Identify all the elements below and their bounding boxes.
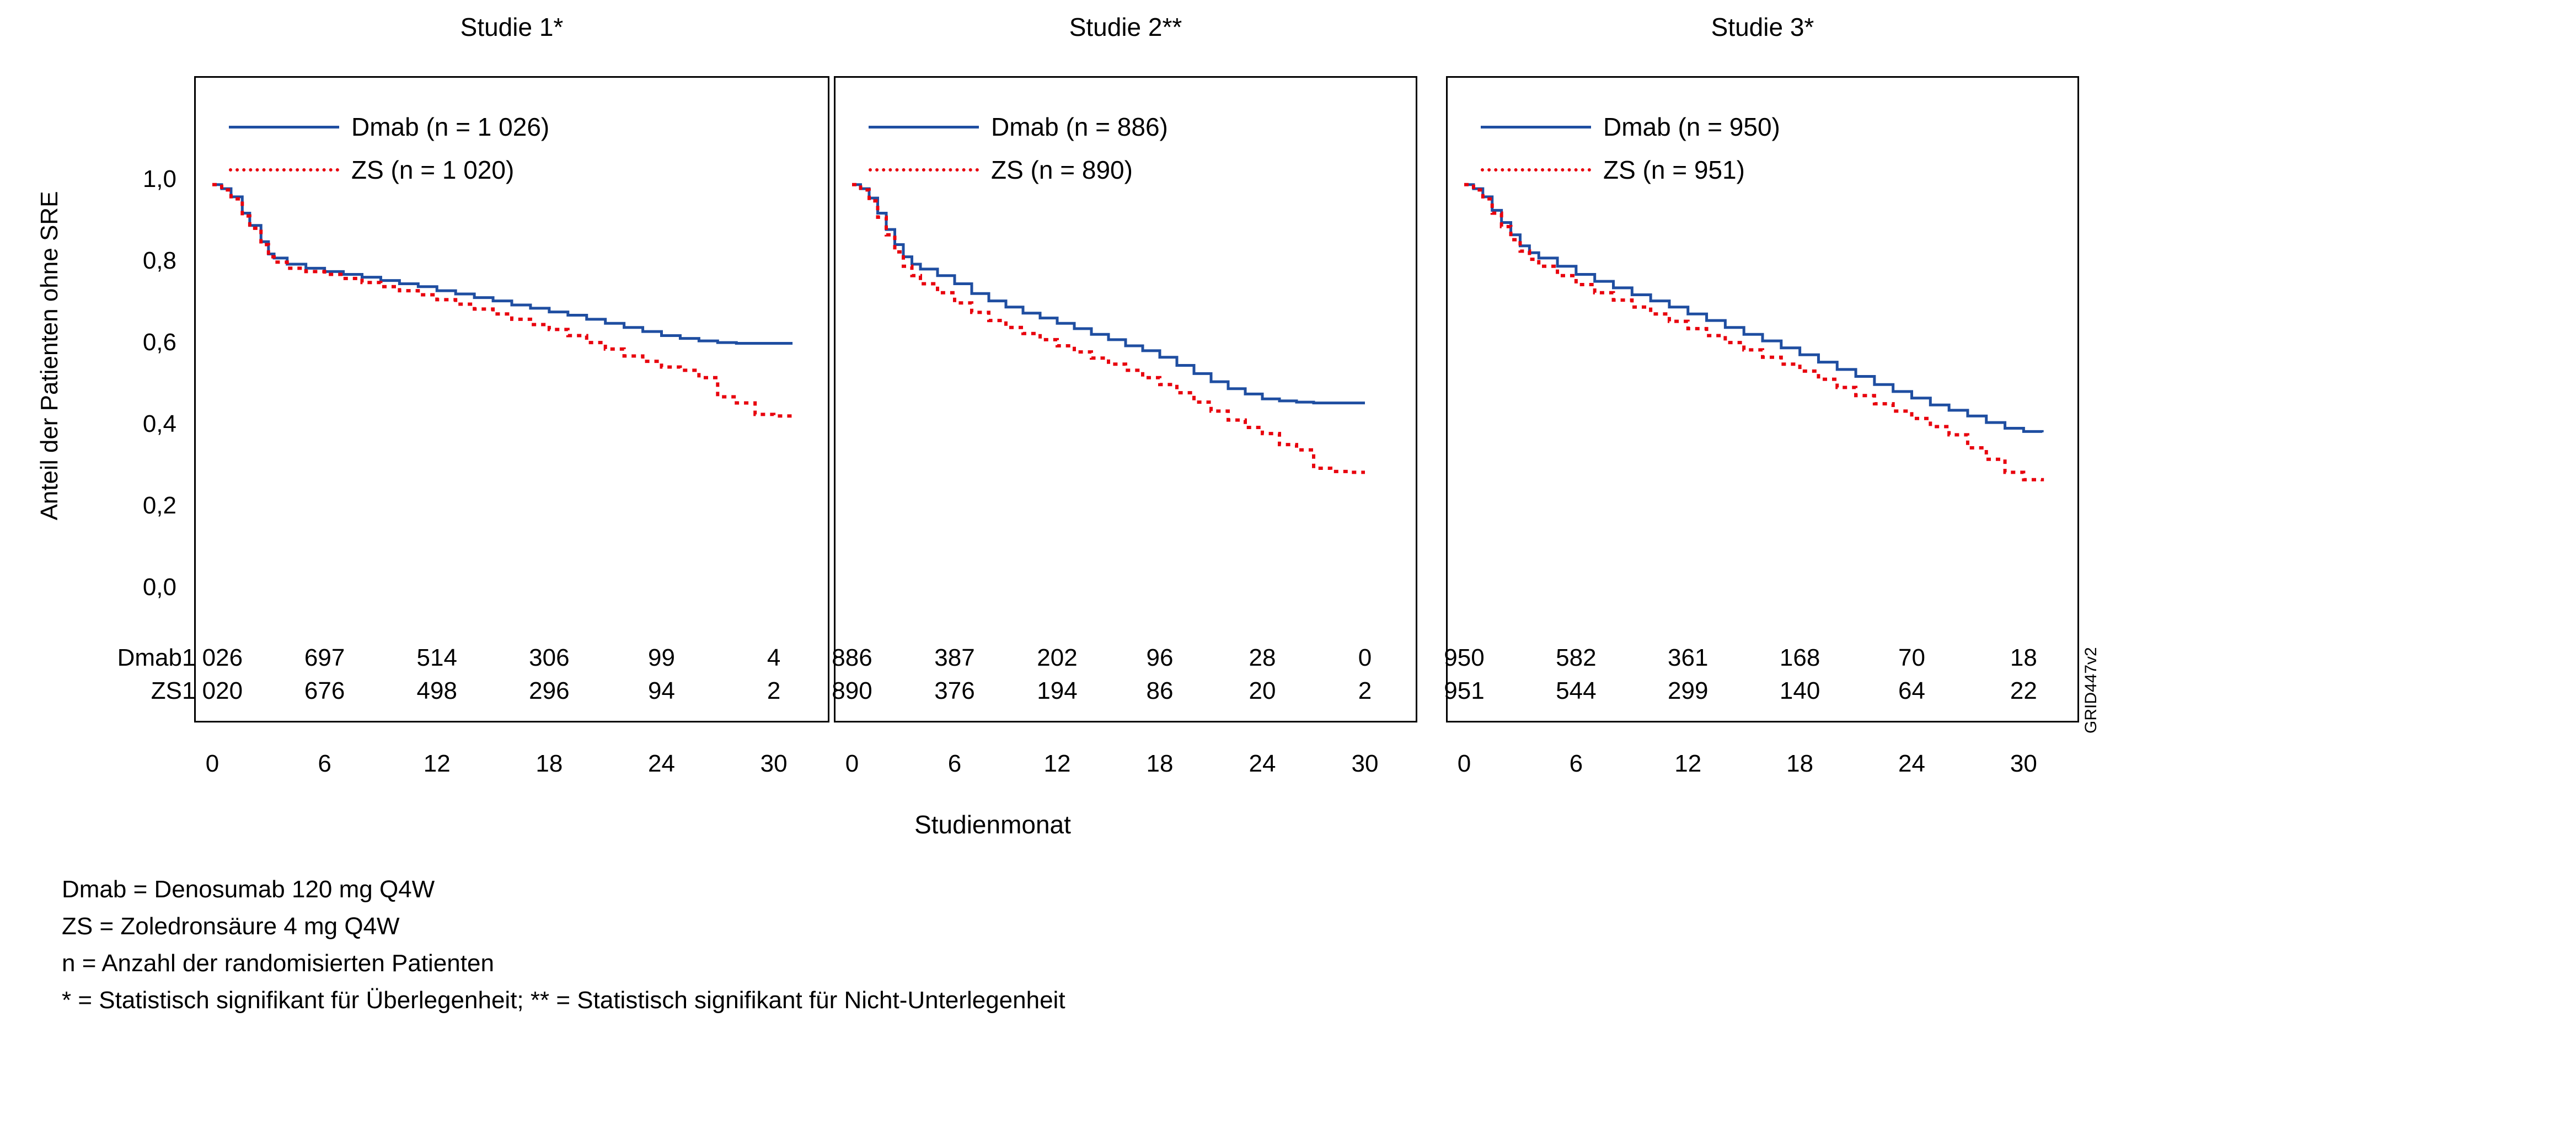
y-tick-label: 0,6 <box>142 329 176 356</box>
at-risk-value: 2 <box>1358 677 1372 704</box>
at-risk-value: 544 <box>1556 677 1597 704</box>
at-risk-value: 361 <box>1668 644 1709 671</box>
legend-solid-line-icon <box>229 126 339 129</box>
at-risk-value: 18 <box>2010 644 2037 671</box>
at-risk-value: 2 <box>767 677 781 704</box>
at-risk-value: 140 <box>1779 677 1820 704</box>
at-risk-value: 99 <box>648 644 675 671</box>
at-risk-value: 582 <box>1556 644 1597 671</box>
x-tick-label: 24 <box>1249 750 1276 777</box>
at-risk-value: 514 <box>416 644 457 671</box>
x-tick-label: 12 <box>1674 750 1702 777</box>
legend-dotted-line-icon <box>869 168 979 172</box>
x-tick-label: 6 <box>318 750 331 777</box>
at-risk-value: 20 <box>1249 677 1276 704</box>
x-tick-label: 30 <box>760 750 788 777</box>
at-risk-value: 194 <box>1037 677 1078 704</box>
at-risk-value: 498 <box>416 677 457 704</box>
x-tick-label: 18 <box>535 750 563 777</box>
footnotes <box>62 871 1065 1019</box>
at-risk-value: 28 <box>1249 644 1276 671</box>
x-tick-label: 12 <box>423 750 451 777</box>
legend-item <box>229 105 549 148</box>
plot-panel <box>834 76 1417 722</box>
legend-label: ZS (n = 1 020) <box>351 156 515 184</box>
legend-label: ZS (n = 951) <box>1603 156 1745 184</box>
legend-item <box>229 148 549 191</box>
legend-dotted-line-icon <box>1481 168 1591 172</box>
legend-item <box>1481 105 1780 148</box>
y-tick-label: 0,2 <box>142 492 176 519</box>
at-risk-value: 64 <box>1898 677 1925 704</box>
series-curve <box>1464 185 2042 481</box>
legend-item <box>1481 148 1780 191</box>
x-tick-label: 0 <box>845 750 859 777</box>
at-risk-value: 4 <box>767 644 781 671</box>
x-tick-label: 0 <box>1457 750 1471 777</box>
at-risk-value: 70 <box>1898 644 1925 671</box>
y-tick-label: 0,4 <box>142 410 176 437</box>
series-curve <box>1464 185 2042 432</box>
at-risk-value: 1 020 <box>181 677 243 704</box>
at-risk-value: 86 <box>1146 677 1174 704</box>
at-risk-value: 376 <box>934 677 975 704</box>
y-tick-label: 1,0 <box>142 165 176 192</box>
at-risk-value: 697 <box>304 644 345 671</box>
legend-dotted-line-icon <box>229 168 339 172</box>
x-tick-label: 18 <box>1146 750 1174 777</box>
series-curve <box>212 185 792 344</box>
y-axis-label-container <box>33 0 72 722</box>
panel-title: Studie 3* <box>1711 13 1814 41</box>
at-risk-value: 306 <box>529 644 570 671</box>
series-curve <box>852 185 1365 473</box>
at-risk-value: 22 <box>2010 677 2037 704</box>
at-risk-value: 890 <box>832 677 872 704</box>
legend-label: Dmab (n = 950) <box>1603 113 1780 141</box>
legend <box>229 105 549 191</box>
at-risk-value: 202 <box>1037 644 1078 671</box>
series-curve <box>852 185 1365 403</box>
footnote-line: * = Statistisch signifikant für Überlegenheit; ** = Statistisch signifikant für Nicht-Unterlegenheit <box>62 986 1065 1014</box>
at-risk-value: 676 <box>304 677 345 704</box>
footnote-line: Dmab = Denosumab 120 mg Q4W <box>62 876 435 903</box>
panel-title: Studie 2** <box>1069 13 1182 41</box>
legend-item <box>869 105 1168 148</box>
legend <box>869 105 1168 191</box>
legend-solid-line-icon <box>1481 126 1591 129</box>
plot-panel <box>194 76 829 722</box>
at-risk-row-label: ZS <box>151 677 182 704</box>
x-tick-label: 0 <box>205 750 219 777</box>
at-risk-value: 96 <box>1146 644 1174 671</box>
x-tick-label: 24 <box>648 750 675 777</box>
at-risk-value: 387 <box>934 644 975 671</box>
y-tick-label: 0,0 <box>142 574 176 601</box>
x-axis-title: Studienmonat <box>914 810 1071 839</box>
at-risk-value: 0 <box>1358 644 1372 671</box>
at-risk-value: 886 <box>832 644 872 671</box>
x-tick-label: 6 <box>1569 750 1583 777</box>
plot-panel <box>1446 76 2079 722</box>
legend-label: Dmab (n = 886) <box>991 113 1168 141</box>
at-risk-value: 950 <box>1444 644 1485 671</box>
x-tick-label: 6 <box>947 750 962 777</box>
legend-item <box>869 148 1168 191</box>
at-risk-value: 94 <box>648 677 675 704</box>
at-risk-value: 1 026 <box>181 644 243 671</box>
legend-label: Dmab (n = 1 026) <box>351 113 550 141</box>
figure-code: GRID447v2 <box>2082 647 2100 734</box>
x-tick-label: 30 <box>1351 750 1379 777</box>
x-tick-label: 24 <box>1898 750 1925 777</box>
x-tick-label: 18 <box>1786 750 1814 777</box>
at-risk-row-label: Dmab <box>117 644 182 671</box>
y-axis-label: Anteil der Patienten ohne SRE <box>36 191 63 521</box>
at-risk-value: 299 <box>1668 677 1709 704</box>
y-tick-label: 0,8 <box>142 247 176 274</box>
x-tick-label: 12 <box>1043 750 1071 777</box>
legend-label: ZS (n = 890) <box>991 156 1133 184</box>
at-risk-value: 168 <box>1779 644 1820 671</box>
legend <box>1481 105 1780 191</box>
at-risk-value: 951 <box>1444 677 1485 704</box>
at-risk-value: 296 <box>529 677 570 704</box>
footnote-line: n = Anzahl der randomisierten Patienten <box>62 949 494 977</box>
x-tick-label: 30 <box>2010 750 2037 777</box>
legend-solid-line-icon <box>869 126 979 129</box>
panel-title: Studie 1* <box>460 13 564 41</box>
footnote-line: ZS = Zoledronsäure 4 mg Q4W <box>62 912 400 940</box>
